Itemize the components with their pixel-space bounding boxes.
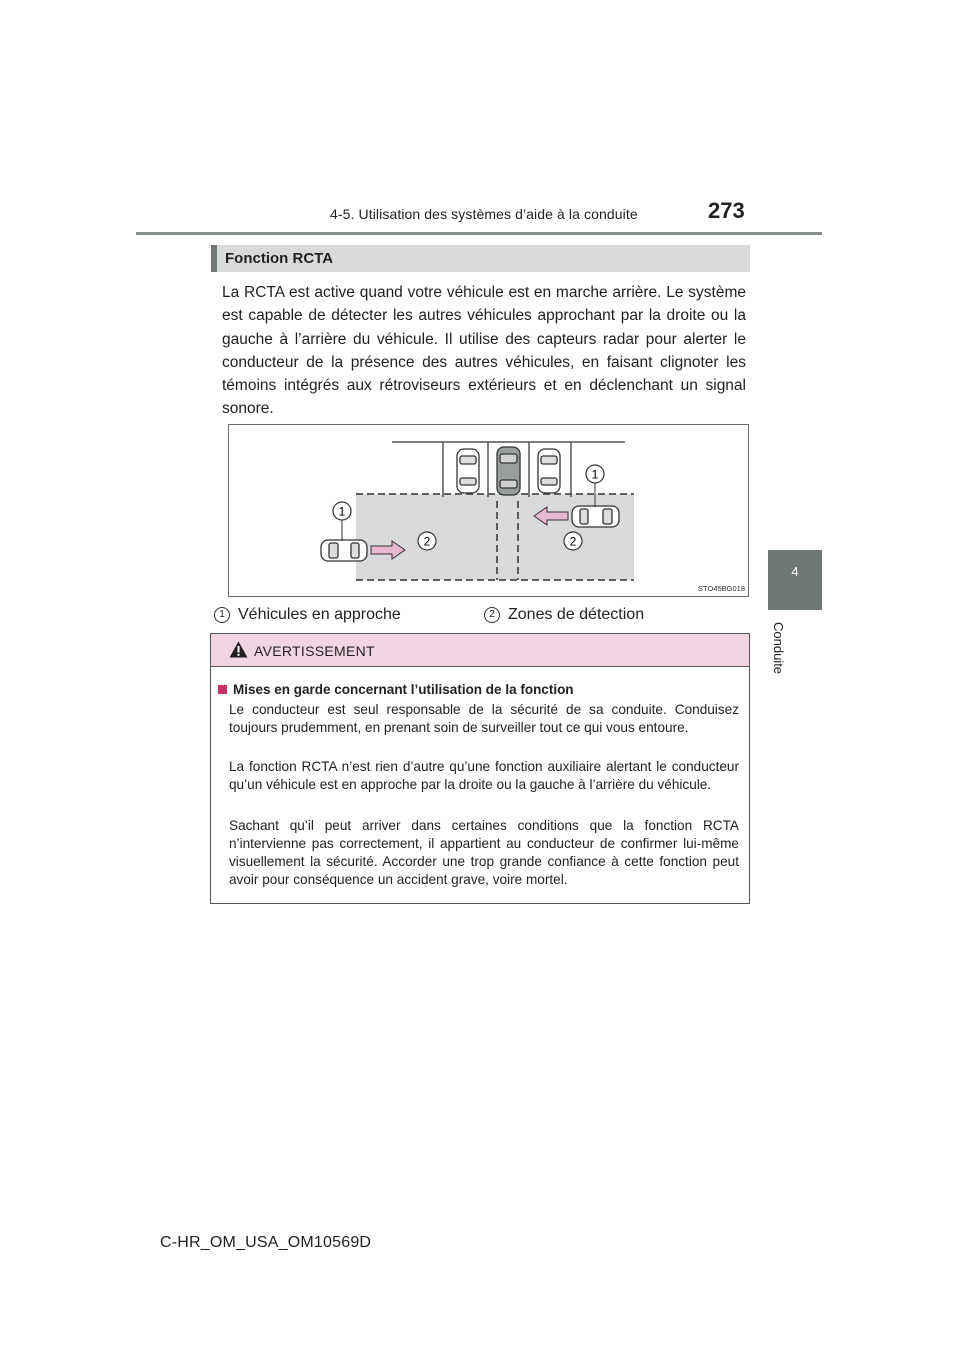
callout-1-right (586, 465, 604, 483)
intro-paragraph: La RCTA est active quand votre véhicule est en marche arrière. Le système est capable de détecter les autres véhicules approchant par la droite ou la gauche à l’arrière du véhicule. Il utilise des capteurs radar pour alerter le conducteur de la présence des autres véhicules, en faisant clignoter les témoins intégrés aux rétroviseurs extérieurs et en déclenchant un signal sonore. (222, 284, 746, 418)
legend-label: Zones de détection (508, 606, 645, 623)
section-title: Fonction RCTA (225, 250, 334, 267)
callout-2-left (418, 532, 436, 550)
approaching-car-right-icon (572, 506, 619, 527)
chapter-tab[interactable] (768, 550, 822, 610)
callout-2-right-label: 2 (569, 534, 577, 549)
bullet-square-icon (218, 685, 227, 694)
legend-label: Véhicules en approche (238, 606, 401, 623)
chapter-tab-number: 4 (791, 564, 799, 579)
legend-number-badge: 2 (484, 607, 500, 623)
detection-zone-left (356, 494, 518, 580)
reversing-car-icon (497, 447, 520, 495)
approaching-car-left-icon (321, 540, 367, 561)
rcta-diagram (229, 425, 748, 596)
warning-header (211, 634, 749, 667)
rcta-illustration (228, 424, 749, 597)
legend-number-badge: 1 (214, 607, 230, 623)
figure-code: STO45BG018 (698, 584, 745, 593)
section-heading-accent (211, 245, 217, 272)
warning-title: AVERTISSEMENT (254, 643, 375, 659)
parked-car-icon (538, 449, 560, 493)
parked-car-icon (457, 449, 479, 493)
header-section-title: 4-5. Utilisation des systèmes d’aide à la conduite (330, 206, 638, 222)
callout-2-right (564, 532, 582, 550)
warning-subheading (218, 682, 574, 697)
warning-triangle-icon (229, 641, 248, 658)
legend-item-1 (214, 606, 401, 624)
page-number: 273 (708, 198, 745, 223)
callout-2-left-label: 2 (423, 534, 431, 549)
callout-1-left (333, 502, 351, 520)
warning-paragraph: Le conducteur est seul responsable de la sécurité de sa conduite. Conduisez toujours prudemment, en prenant soin de surveiller tout ce qui vous entoure. (229, 702, 739, 735)
callout-1-left-label: 1 (338, 504, 346, 519)
warning-box (210, 633, 750, 904)
warning-subheading-text: Mises en garde concernant l’utilisation de la fonction (233, 682, 574, 697)
section-heading-bar (211, 245, 750, 272)
warning-paragraph: Sachant qu’il peut arriver dans certaines conditions que la fonction RCTA n’intervienne pas correctement, il appartient au conducteur de confirmer lui-même visuellement la sécurité. Accorder une trop grande confiance à cette fonction peut avoir pour conséquence un accident grave, voire mortel. (229, 818, 739, 887)
legend-item-2 (484, 606, 644, 624)
footer-document-code: C-HR_OM_USA_OM10569D (160, 1234, 372, 1251)
callout-1-right-label: 1 (591, 467, 599, 482)
chapter-side-label-text: Conduite (771, 622, 786, 675)
warning-paragraph: La fonction RCTA n’est rien d’autre qu’une fonction auxiliaire alertant le conducteur qu’un véhicule est en approche par la droite ou la gauche à l’arrière du véhicule. (229, 759, 739, 792)
header-rule (136, 232, 822, 235)
chapter-side-label (771, 622, 798, 692)
